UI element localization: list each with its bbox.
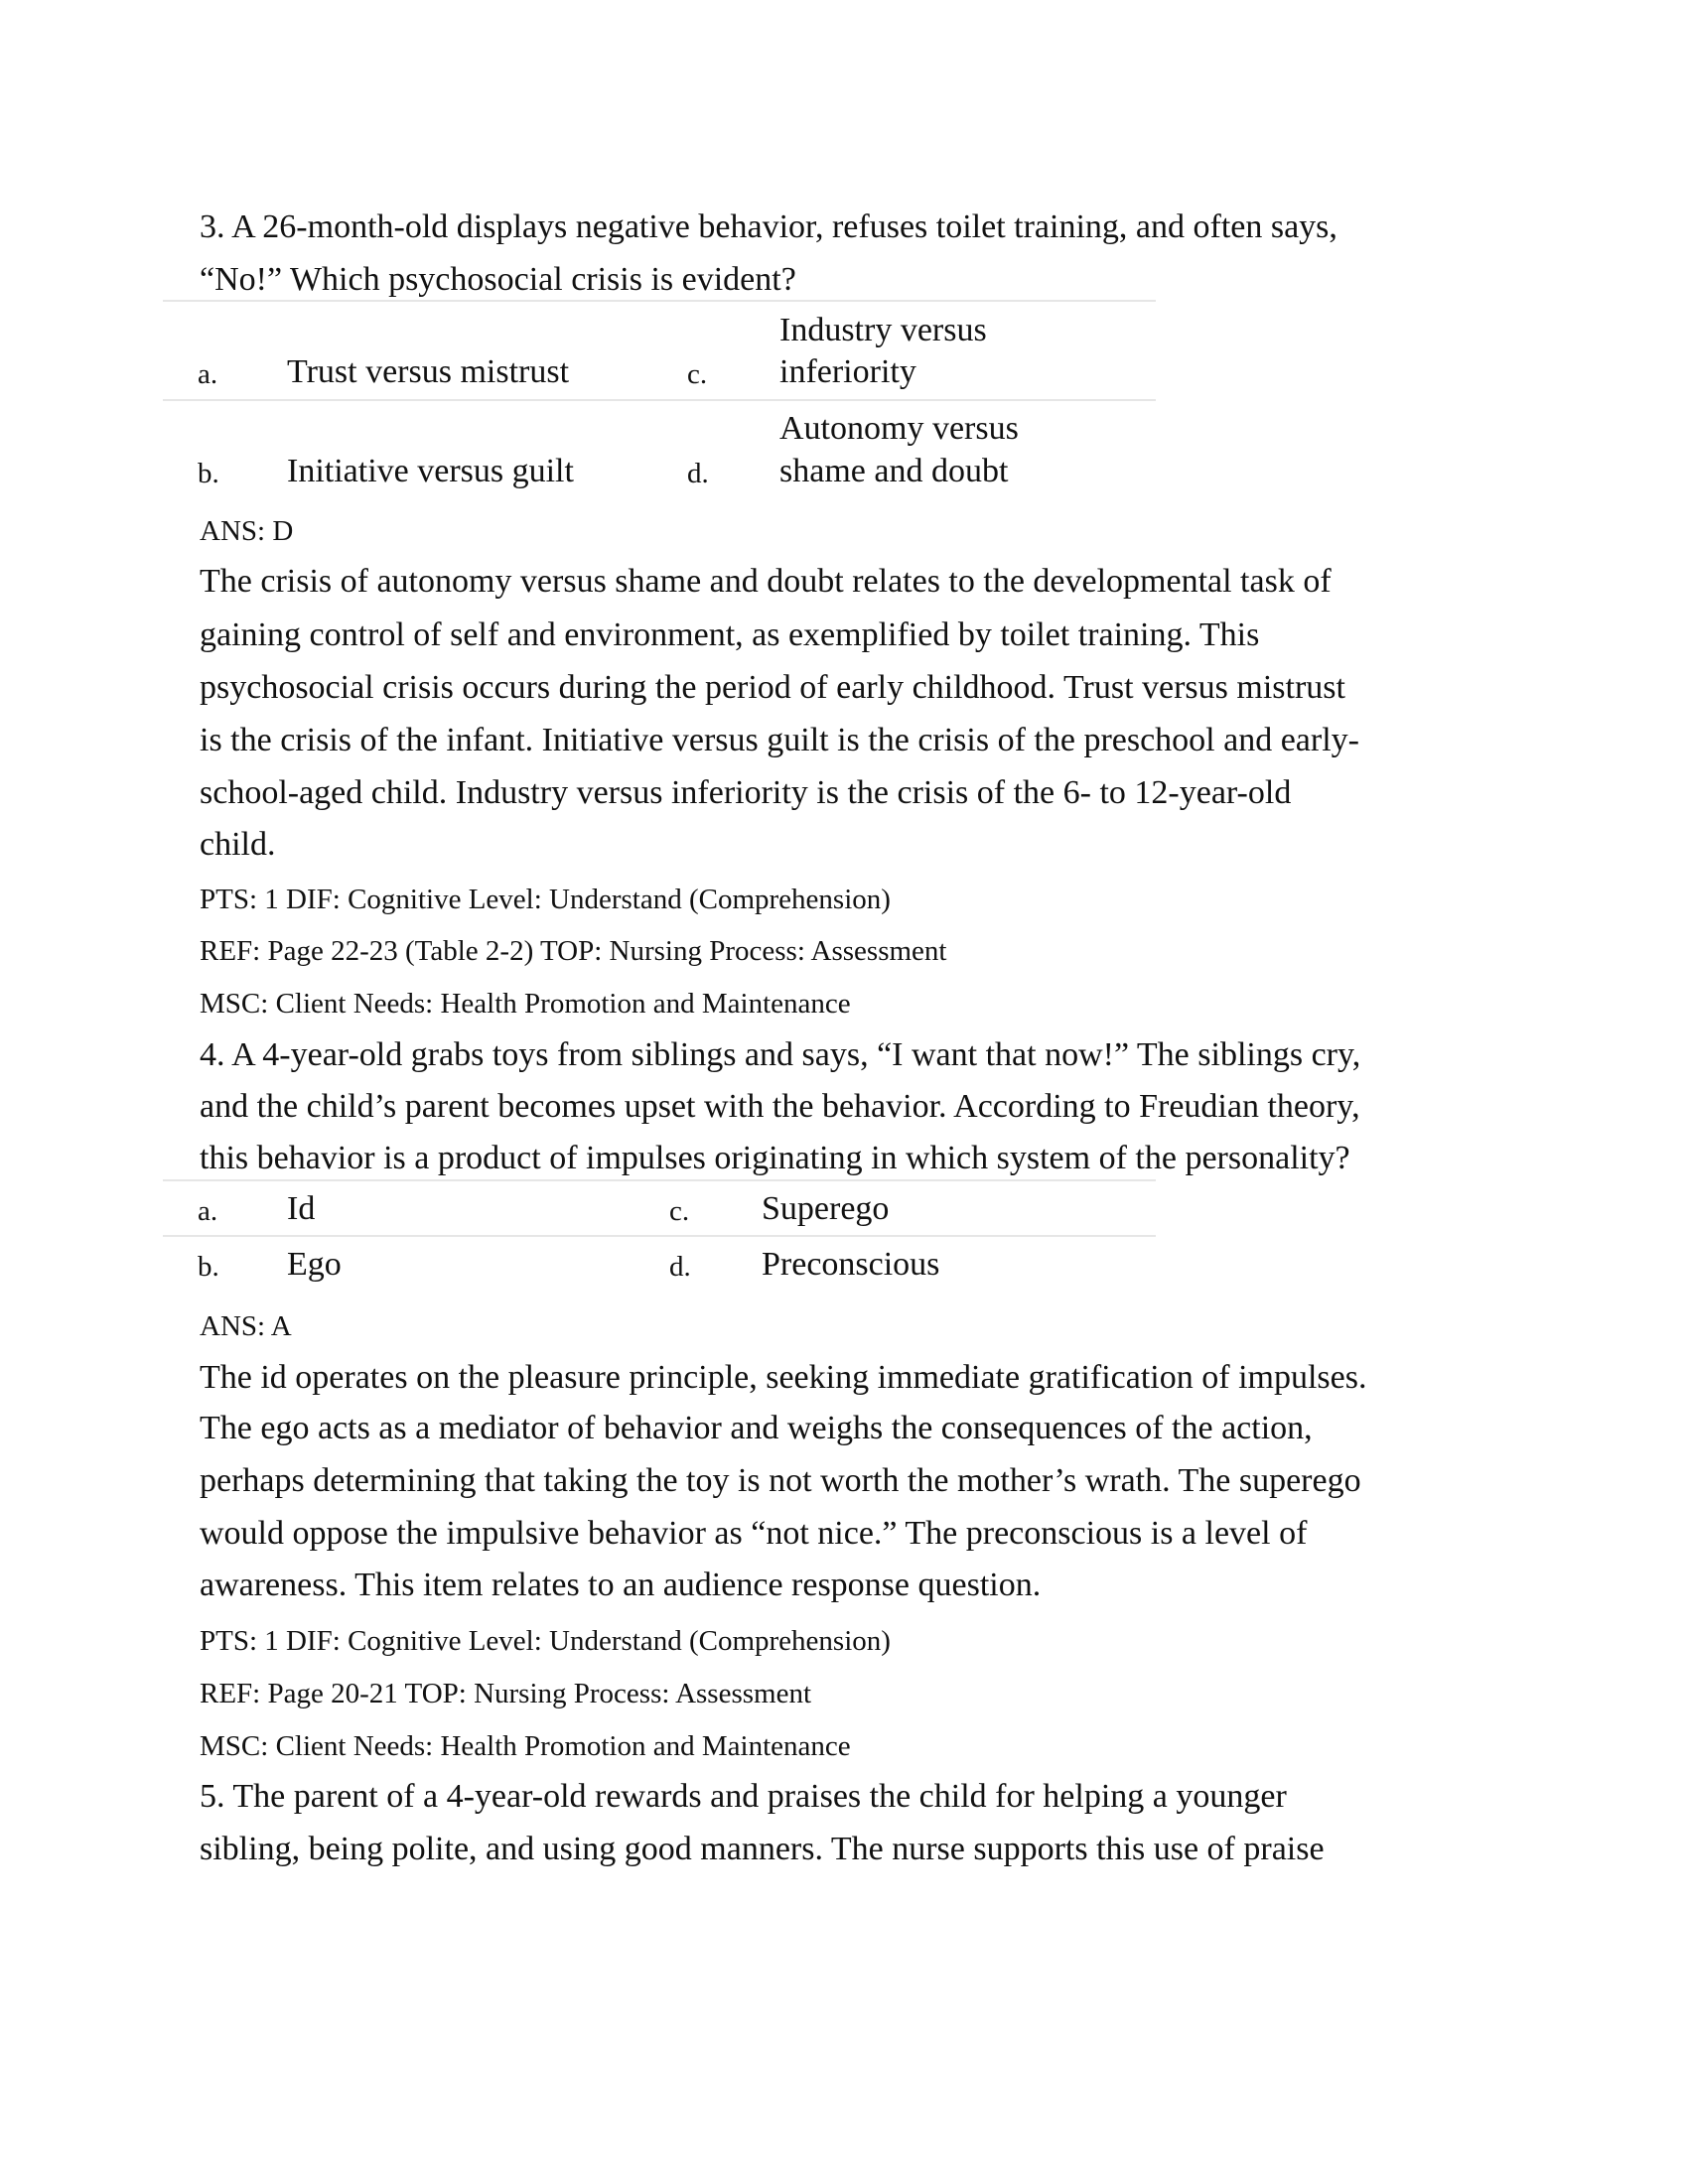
q3-ref: REF: Page 22-23 (Table 2-2) TOP: Nursing Process: Assessment	[200, 935, 947, 967]
q3-stem-line: 3. A 26-month-old displays negative behavior, refuses toilet training, and often says,	[200, 208, 1337, 245]
q3-option-c-label: c.	[687, 358, 708, 390]
q4-rationale-line: would oppose the impulsive behavior as “not nice.” The preconscious is a level of	[200, 1515, 1308, 1552]
q3-option-d-text: Autonomy versus	[779, 410, 1019, 447]
q3-option-b-text: Initiative versus guilt	[287, 453, 574, 489]
q4-option-b-label: b.	[198, 1251, 219, 1283]
table-rule	[163, 1179, 1156, 1181]
q3-rationale-line: The crisis of autonomy versus shame and doubt relates to the developmental task of	[200, 563, 1332, 600]
q4-option-b-text: Ego	[287, 1246, 342, 1283]
q3-option-c-text: Industry versus	[779, 312, 987, 348]
q5-stem-line: sibling, being polite, and using good manners. The nurse supports this use of praise	[200, 1831, 1325, 1867]
q3-stem-line: “No!” Which psychosocial crisis is evident?	[200, 261, 796, 298]
q4-option-a-label: a.	[198, 1195, 218, 1227]
q4-option-d-label: d.	[669, 1251, 691, 1283]
q3-msc: MSC: Client Needs: Health Promotion and Maintenance	[200, 988, 851, 1020]
q3-rationale-line: psychosocial crisis occurs during the period of early childhood. Trust versus mistrust	[200, 669, 1345, 706]
q3-option-c-text: inferiority	[779, 353, 916, 390]
q4-rationale-line: The ego acts as a mediator of behavior and weighs the consequences of the action,	[200, 1410, 1313, 1446]
q4-msc: MSC: Client Needs: Health Promotion and Maintenance	[200, 1730, 851, 1762]
q3-answer: ANS: D	[200, 515, 294, 547]
table-rule	[163, 399, 1156, 401]
q3-option-a-label: a.	[198, 358, 218, 390]
q4-stem-line: this behavior is a product of impulses originating in which system of the personality?	[200, 1140, 1350, 1176]
q4-rationale-line: awareness. This item relates to an audience response question.	[200, 1567, 1042, 1603]
q3-option-d-text: shame and doubt	[779, 453, 1009, 489]
q4-option-d-text: Preconscious	[762, 1246, 940, 1283]
q3-option-b-label: b.	[198, 458, 219, 489]
q3-pts: PTS: 1 DIF: Cognitive Level: Understand (Comprehension)	[200, 884, 891, 915]
q3-rationale-line: is the crisis of the infant. Initiative versus guilt is the crisis of the preschool and early-	[200, 722, 1359, 758]
q3-rationale-line: school-aged child. Industry versus inferiority is the crisis of the 6- to 12-year-old	[200, 774, 1292, 811]
q4-option-c-text: Superego	[762, 1190, 890, 1227]
q4-rationale-line: perhaps determining that taking the toy is not worth the mother’s wrath. The superego	[200, 1462, 1361, 1499]
q4-stem-line: 4. A 4-year-old grabs toys from siblings and says, “I want that now!” The siblings cry,	[200, 1036, 1361, 1073]
q3-rationale-line: child.	[200, 826, 276, 863]
q3-rationale-line: gaining control of self and environment, as exemplified by toilet training. This	[200, 616, 1260, 653]
q4-option-c-label: c.	[669, 1195, 690, 1227]
q4-answer: ANS: A	[200, 1310, 292, 1342]
table-rule	[163, 300, 1156, 302]
q4-pts: PTS: 1 DIF: Cognitive Level: Understand (Comprehension)	[200, 1625, 891, 1657]
q3-option-a-text: Trust versus mistrust	[287, 353, 570, 390]
q3-option-d-label: d.	[687, 458, 709, 489]
table-rule	[163, 1235, 1156, 1237]
q5-stem-line: 5. The parent of a 4-year-old rewards and praises the child for helping a younger	[200, 1778, 1287, 1815]
q4-ref: REF: Page 20-21 TOP: Nursing Process: Assessment	[200, 1678, 812, 1709]
q4-stem-line: and the child’s parent becomes upset with the behavior. According to Freudian theory,	[200, 1088, 1360, 1125]
q4-rationale-line: The id operates on the pleasure principle, seeking immediate gratification of impulses.	[200, 1359, 1367, 1396]
q4-option-a-text: Id	[287, 1190, 316, 1227]
